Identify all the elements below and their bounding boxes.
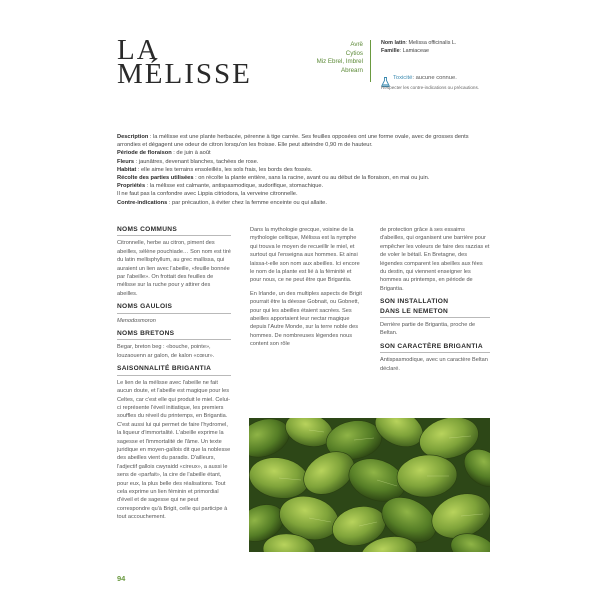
section-title-noms-bretons: NOMS BRETONS (117, 330, 231, 340)
toxicity-note: Respecter les contre-indications ou précautions. (381, 85, 480, 90)
leaves-illustration (249, 418, 490, 552)
desc-line: Description : la mélisse est une plante herbacée, pérenne à tige carrée. Ses feuilles opposées ont une forme ovale, avec de grosses dents arrondies et dégagent une odeur de citron lorsqu'on les froisse. Elle peut atteindre 0,90 m de hauteur. (117, 134, 469, 149)
description-block (117, 133, 489, 207)
latin-label: Nom latin (381, 40, 406, 46)
page-number: 94 (117, 574, 126, 583)
other-name: Avrë (350, 41, 363, 48)
other-names (317, 41, 363, 76)
section-text-noms-communs: Citronnelle, herbe au citron, piment des abeilles, sélène pouchiade… Son nom est tiré du latin mellisphyllum, au grec mallissa, qui auraient un lien avec l'abeille, «feuille bonnée par l'abeille». On frottait des feuilles de mélisse sur la ruche pour y attirer des abeilles. (117, 240, 231, 297)
flask-icon (381, 74, 390, 84)
desc-line: Fleurs : jaunâtres, devenant blanches, tachées de rose. (117, 158, 259, 165)
section-title-saisonnalite: SAISONNALITÉ BRIGANTIA (117, 365, 231, 375)
column-2 (250, 226, 364, 349)
section-title-noms-communs: NOMS COMMUNS (117, 226, 231, 236)
latin-info (381, 40, 456, 56)
column-3 (380, 226, 490, 373)
title-article: LA (117, 34, 160, 66)
family-label: Famille (381, 47, 400, 54)
section-title-installation: SON INSTALLATION (380, 298, 449, 306)
col2-paragraph: Dans la mythologie grecque, voisine de la mythologie celtique, Mélissa est la nymphe qui trouva le moyen de recueillir le miel, et surtout qui l'enseigna aux hommes. Et ainsi laissa-t-elle son nom aux abeilles. Ici encore le nom de la plante est lié à la féminité et pour nous, ce ne peut être que Brigantia. (250, 227, 360, 284)
section-text-installation: Derrière partie de Brigantia, proche de Beltan. (380, 322, 476, 337)
header-divider (370, 40, 371, 82)
latin-value: : Melissa officinalis L. (405, 40, 457, 46)
desc-line: Il ne faut pas la confondre avec Lippia citriodora, la verveine citronnelle. (117, 191, 298, 198)
desc-line: Habitat : elle aime les terrains ensoleillés, les sols frais, les bords des fossés. (117, 166, 313, 173)
section-title-caractere: SON CARACTÈRE BRIGANTIA (380, 343, 490, 353)
section-text-caractere: Antispasmodique, avec un caractère Beltan déclaré. (380, 357, 488, 372)
toxicity-value: : aucune connue. (412, 75, 457, 81)
section-text-noms-gaulois: Menodosmoron (117, 317, 156, 324)
other-name: Miz Ebrel, Imbrel (316, 58, 363, 66)
section-title-installation-2: DANS LE NEMETON (380, 308, 490, 318)
desc-line: Période de floraison : de juin à août (117, 150, 211, 157)
toxicity-label: Toxicité (393, 75, 413, 81)
other-name: Cytios (345, 49, 363, 57)
section-title-noms-gaulois: NOMS GAULOIS (117, 303, 231, 313)
section-text-saisonnalite: Le lien de la mélisse avec l'abeille ne fait aucun doute, et l'abeille est magique pour les Celtes, car c'est elle qui produit le miel. Celui-ci représente l'éveil initiatique, les premiers souffles du réveil du printemps, en Brigantia. C'est aussi lui qui permet de faire l'hydromel, la liqueur d'immortalité. L'abeille exprime la sagesse et l'immortalité de l'âme. Un texte juridique en moyen-gallois dit que la noblesse des abeilles vient du paradis. D'ailleurs, l'adjectif gallois cwyraidd «cireux», a aussi le sens de «parfait», la cire de l'abeille étant, pour eux, la plus belle des réalisations. Tout cela exprime un lien féminin et primordial d'éveil et de sagesse qui ne peut correspondre qu'à Brigit, celle qui participe à tout accouchement. (117, 379, 231, 521)
toxicity-line (393, 75, 457, 81)
column-1 (117, 226, 231, 522)
plant-photo (249, 418, 490, 552)
other-name: Abrearn (340, 67, 363, 75)
family-value: : Lamiaceae (399, 47, 429, 54)
desc-line: Contre-indications : par précaution, à éviter chez la femme enceinte ou qui allaite. (117, 199, 327, 206)
col3-paragraph: de protection grâce à ses essaims d'abeilles, qui organisent une barrière pour empêcher les voleurs de faire des razzias et de voler le bétail. En Bretagne, des légendes comparent les abeilles aux fées du destin, qui viennent enseigner les hommes au printemps, en période de Brigantia. (380, 227, 490, 292)
col2-paragraph: En Irlande, un des multiples aspects de Brigit pourrait être la déesse Gobnait, ou Gobnett, pour qui les abeilles étaient sacrées. Ses abeilles apportaient leur nectar magique depuis l'Autre Monde, sur la terre noble des hommes. De nombreuses légendes nous content son rôle (250, 290, 362, 348)
desc-line: Récolte des parties utilisées : on récolte la plante entière, sans la racine, avant ou au début de la floraison, en mai ou juin. (117, 175, 430, 182)
page-title: MÉLISSE (117, 58, 252, 90)
desc-line: Propriétés : la mélisse est calmante, antispasmodique, sudorifique, stomachique. (117, 183, 324, 190)
section-text-noms-bretons: Begar, breton beg : «bouche, pointe», louzaouenn ar galon, de kalon «cœur». (117, 344, 215, 359)
